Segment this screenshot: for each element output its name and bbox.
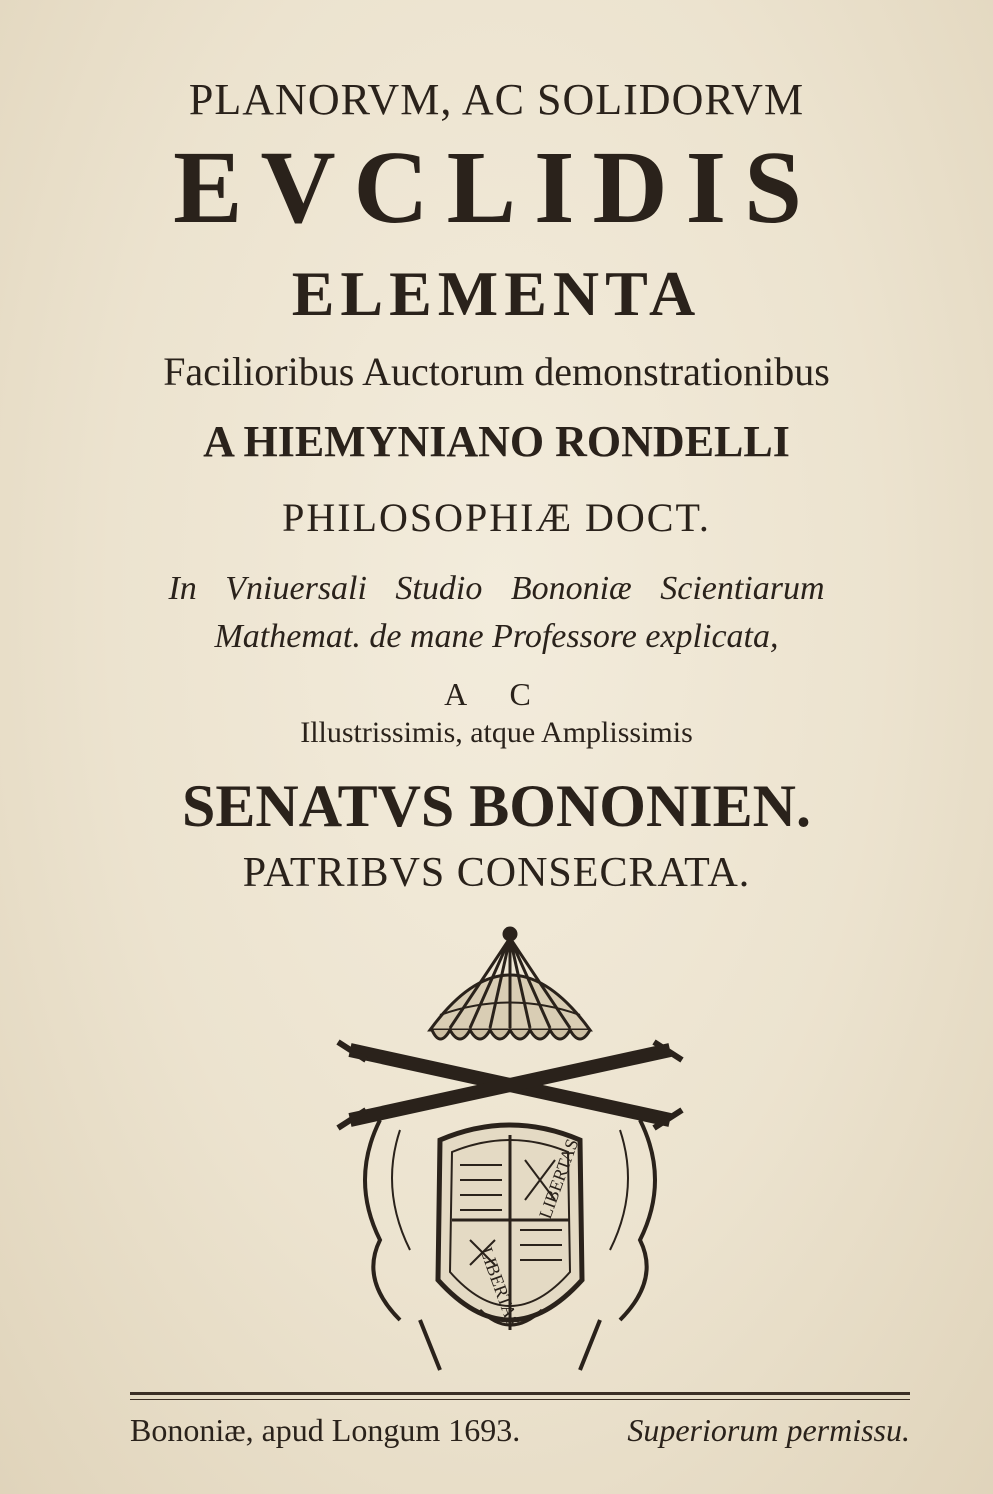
subtitle-planorum: PLANORVM, AC SOLIDORVM <box>188 75 805 124</box>
author-title: PHILOSOPHIÆ DOCT. <box>282 495 711 540</box>
senatus-bononien: SENATVS BONONIEN. <box>181 773 812 839</box>
description-line-1: In Vniuersali Studio Bononiæ Scientiarum <box>168 570 825 607</box>
description-line-2: Mathemat. de mane Professore explicata, <box>214 618 779 655</box>
imprint-rule <box>130 1392 910 1395</box>
author-name: A HIEMYNIANO RONDELLI <box>203 417 790 466</box>
imprint <box>130 1414 910 1446</box>
imprint-permission: Superiorum permissu. <box>627 1412 910 1448</box>
dedication-line: Illustrissimis, atque Amplissimis <box>300 716 693 749</box>
title-elementa: ELEMENTA <box>291 258 702 329</box>
patribus-consecrata: PATRIBVS CONSECRATA. <box>242 850 751 896</box>
imprint-place-date: Bononiæ, apud Longum 1693. <box>130 1412 521 1448</box>
imprint-rule-thin <box>130 1399 910 1400</box>
title-euclidis: EVCLIDIS <box>173 130 820 245</box>
coat-of-arms-icon <box>320 920 700 1380</box>
svg-text:LIBERTAS: LIBERTAS <box>534 1136 583 1222</box>
svg-text:LIBERTAS: LIBERTAS <box>476 1244 524 1330</box>
subtitle-demonstrationibus: Facilioribus Auctorum demonstrationibus <box>163 349 830 394</box>
conjunction-ac: A C <box>444 676 549 712</box>
